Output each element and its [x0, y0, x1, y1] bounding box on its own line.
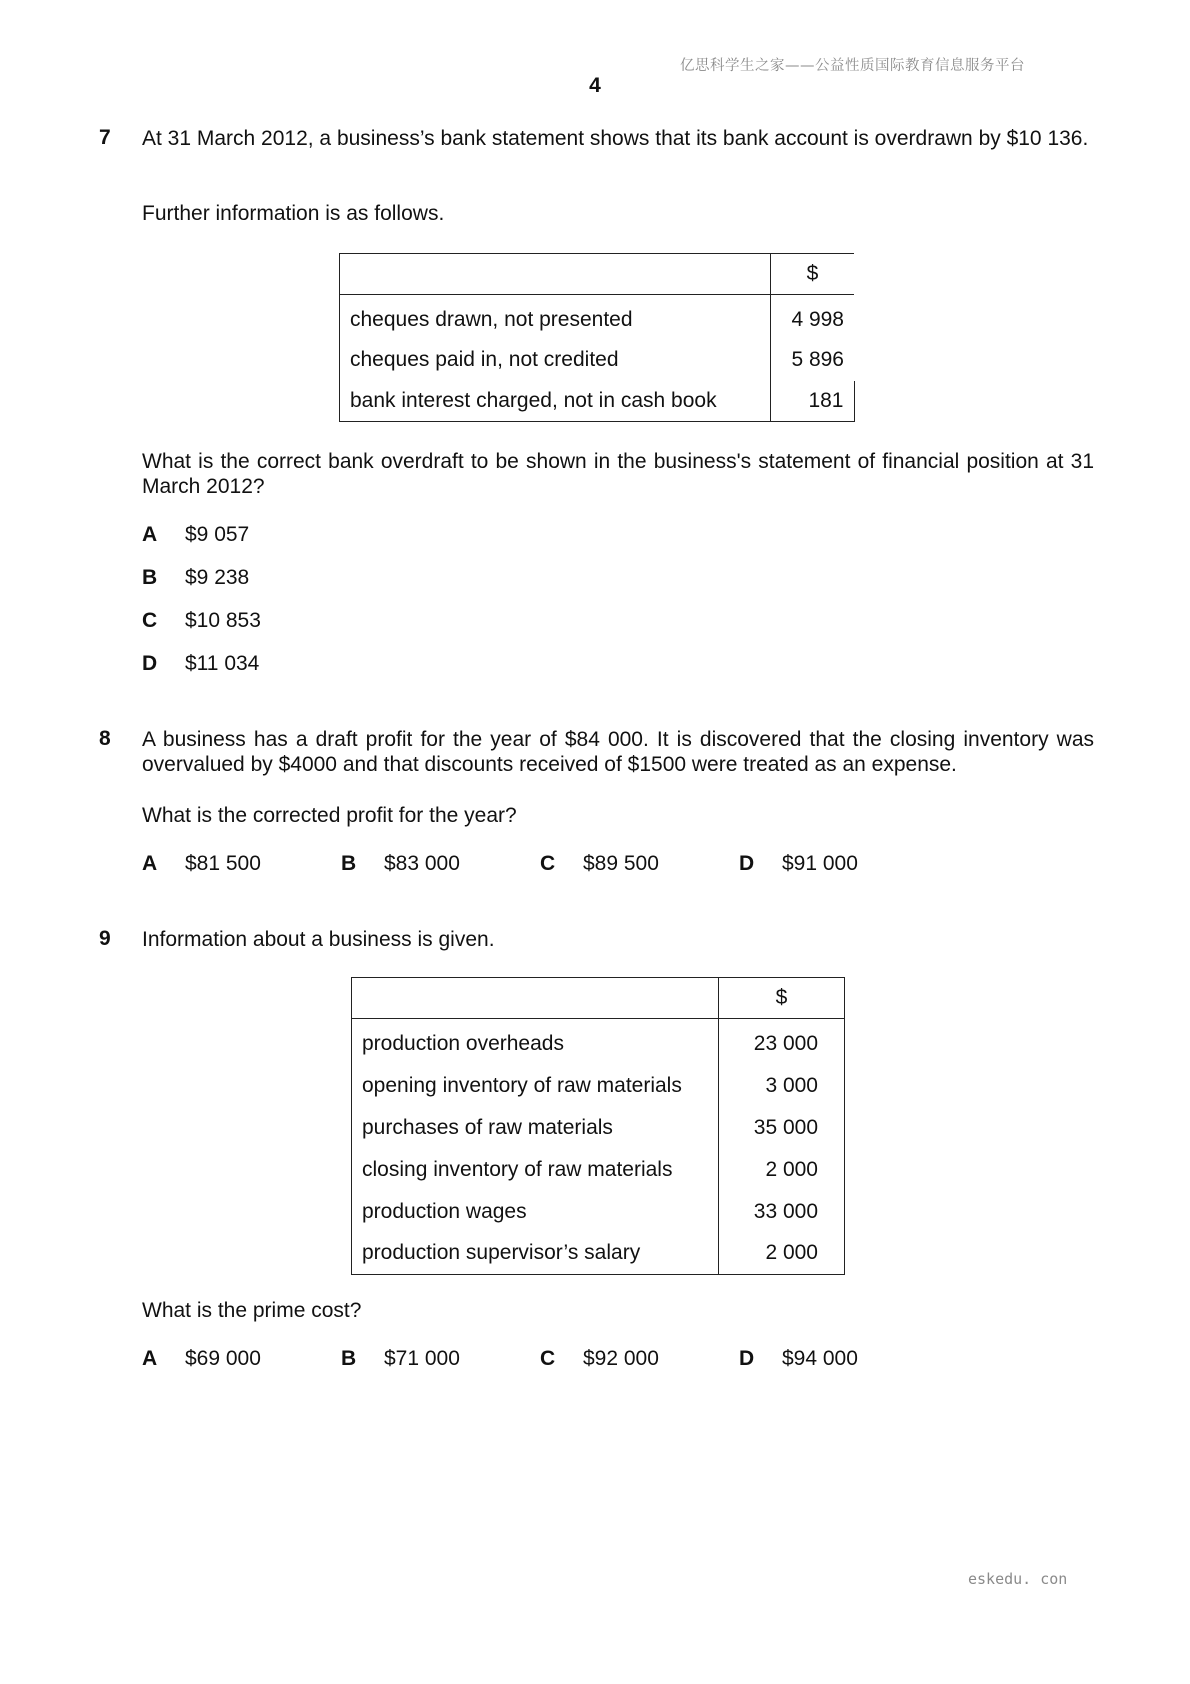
table-row	[352, 1233, 845, 1275]
row-value: 23 000	[753, 1032, 818, 1056]
row-value: 4 998	[791, 307, 844, 331]
info-table	[351, 977, 845, 1275]
table-header-blank	[352, 978, 719, 1019]
question-number: 8	[99, 727, 111, 750]
option-letter: B	[142, 566, 158, 589]
row-label: production supervisor’s salary	[352, 1233, 719, 1275]
row-label: closing inventory of raw materials	[352, 1149, 719, 1191]
row-label: purchases of raw materials	[352, 1107, 719, 1149]
option-letter: C	[540, 852, 556, 875]
header-watermark: 亿思科学生之家——公益性质国际教育信息服务平台	[680, 58, 1025, 74]
row-value: 181	[771, 381, 855, 422]
question-stem: At 31 March 2012, a business’s bank statement shows that its bank account is overdrawn by $10 136.	[142, 127, 1089, 150]
table-row	[352, 1019, 845, 1065]
row-value: 3 000	[765, 1073, 818, 1097]
option-text: $11 034	[185, 652, 260, 675]
question-text: What is the prime cost?	[142, 1299, 362, 1322]
currency-header: $	[771, 254, 855, 295]
option-letter: A	[142, 523, 158, 546]
answer-option-b[interactable]	[341, 1346, 460, 1371]
table-header-row	[352, 978, 845, 1019]
option-text: $92 000	[583, 1347, 659, 1370]
option-text: $91 000	[782, 852, 858, 875]
page-number: 4	[589, 74, 601, 97]
option-letter: D	[142, 652, 158, 675]
option-text: $71 000	[384, 1347, 460, 1370]
option-letter: B	[341, 852, 357, 875]
option-text: $83 000	[384, 852, 460, 875]
table-row	[340, 381, 855, 422]
answer-option-a[interactable]	[142, 1346, 261, 1371]
answer-option-c[interactable]	[540, 851, 659, 876]
option-letter: C	[540, 1347, 556, 1370]
option-text: $89 500	[583, 852, 659, 875]
row-value: 2 000	[765, 1157, 818, 1181]
question-stem: A business has a draft profit for the year of $84 000. It is discovered that the closing inventory was overvalued by $4000 and that discounts received of $1500 were treated as an expense.	[142, 728, 1094, 776]
info-table	[339, 253, 855, 422]
row-label: opening inventory of raw materials	[352, 1065, 719, 1107]
question-number: 9	[99, 927, 111, 950]
row-label: cheques drawn, not presented	[340, 295, 771, 339]
answer-option-d[interactable]	[739, 851, 858, 876]
option-text: $9 057	[185, 523, 250, 546]
table-row	[340, 295, 855, 339]
option-text: $69 000	[185, 1347, 261, 1370]
row-value: 2 000	[765, 1241, 818, 1265]
footer-watermark: eskedu. con	[968, 1570, 1068, 1588]
table-row	[352, 1107, 845, 1149]
option-text: $81 500	[185, 852, 261, 875]
answer-option-c[interactable]	[540, 1346, 659, 1371]
option-text: $9 238	[185, 566, 250, 589]
row-label: cheques paid in, not credited	[340, 339, 771, 381]
table-row	[352, 1149, 845, 1191]
row-value: 33 000	[753, 1199, 818, 1223]
currency-header: $	[719, 978, 845, 1019]
question-number: 7	[99, 126, 111, 149]
option-text: $94 000	[782, 1347, 858, 1370]
question-text: What is the corrected profit for the year?	[142, 804, 517, 827]
answer-option-c[interactable]	[142, 608, 261, 633]
answer-option-b[interactable]	[341, 851, 460, 876]
option-letter: A	[142, 852, 158, 875]
row-label: bank interest charged, not in cash book	[340, 381, 771, 422]
row-label: production overheads	[352, 1019, 719, 1065]
table-header-blank	[340, 254, 771, 295]
answer-option-d[interactable]	[739, 1346, 858, 1371]
table-header-row	[340, 254, 855, 295]
row-label: production wages	[352, 1191, 719, 1233]
table-row	[352, 1065, 845, 1107]
option-letter: D	[739, 1347, 755, 1370]
question-stem: Information about a business is given.	[142, 928, 495, 951]
answer-option-d[interactable]	[142, 651, 259, 676]
option-letter: B	[341, 1347, 357, 1370]
answer-option-b[interactable]	[142, 565, 249, 590]
question-text: What is the correct bank overdraft to be shown in the business's statement of financial position at 31 March 2012?	[142, 450, 1094, 498]
option-text: $10 853	[185, 609, 261, 632]
row-value: 5 896	[791, 347, 844, 371]
question-intro: Further information is as follows.	[142, 202, 445, 225]
option-letter: C	[142, 609, 158, 632]
answer-option-a[interactable]	[142, 851, 261, 876]
table-row	[352, 1191, 845, 1233]
table-row	[340, 339, 855, 381]
option-letter: A	[142, 1347, 158, 1370]
option-letter: D	[739, 852, 755, 875]
answer-option-a[interactable]	[142, 522, 249, 547]
row-value: 35 000	[753, 1115, 818, 1139]
